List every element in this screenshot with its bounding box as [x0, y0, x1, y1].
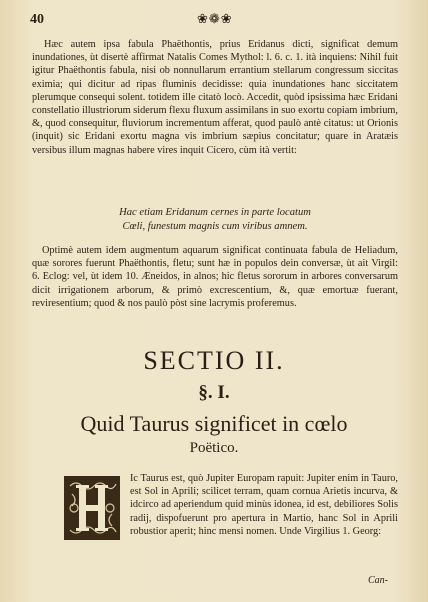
paragraph-1: Hæc autem ipsa fabula Phaëthontis, prius Eridanus dicti, significat demum inundationes, ùt disertè affirmat Natalis Comes Mythol: l. 6. c. 1. ità inquiens: Nihil fuit igitur Phaëthontis fabula, nisi ob nonnullarum errantium stellarum congressum siccitas eximia; qui dicitur ad ripas fluminis decidisse: quia inundationes hanc siccitatem plerumque consequi solent. totidem ille citatò locò. Accedit, quòd ipsissima hæc Eridani constellatio illustriorum siderum flexu fluxum assimilans in suo exortu copiam imbrium, &, quod consequitur, fluviorum incrementum afferat, quod paulò antè citatus: ut Orionis (inquit) sic Eridani exortu magna vis imbrium sæpius concitatur; quare in Aratæis versibus illum magnas habere vires inquit Cicero, cùm ità vertit:	[32, 39, 398, 156]
section-heading-main: Quid Taurus significet in cœlo	[80, 411, 348, 436]
page-number: 40	[30, 12, 44, 27]
catchword: Can-	[368, 575, 388, 586]
drop-cap-h-icon	[64, 476, 120, 540]
paragraph-3: Ic Taurus est, quò Jupiter Europam rapuit: Jupiter enim in Tauro, est Sol in Aprili; scilicet terram, quam cornua Arietis incurva, & idcirco ad aperiendum quid minùs idonea, id est, debiliores Solis radij, dispofuerunt pro apertura in Martio, hanc Sol in Aprili robustior aperit; hinc mensi nomen. Unde Virgilius 1. Georg:	[130, 473, 398, 537]
paragraph-2: Optimè autem idem augmentum aquarum significat continuata fabula de Heliadum, quæ sorores fuerunt Phaëthontis, fletu; sunt hæ in populos dein conversæ, ùt ait Virgil: 6. Eclog: vel, ùt idem 10. Æneidos, in alnos; hic fletus sororum in arbores conversarum dicit irrigationem arborum, & primò excrescentium, &, quæ emortuæ fuerant, reviresentium; quod & nos paulò pòst sine lacrymis proferemus.	[32, 245, 398, 309]
section-heading-sub: Poëtico.	[189, 440, 239, 456]
section-heading	[0, 412, 428, 460]
verse-line-1: Hac etiam Eridanum cernes in parte locatum	[119, 207, 311, 218]
subsection-number: §. I.	[198, 382, 230, 403]
header-ornament: ❀❁❀	[197, 11, 233, 26]
verse-line-2: Cœli, funestum magnis cum viribus amnem.	[122, 220, 308, 232]
section-title: SECTIO II.	[143, 346, 285, 375]
verse-quote	[32, 206, 398, 233]
